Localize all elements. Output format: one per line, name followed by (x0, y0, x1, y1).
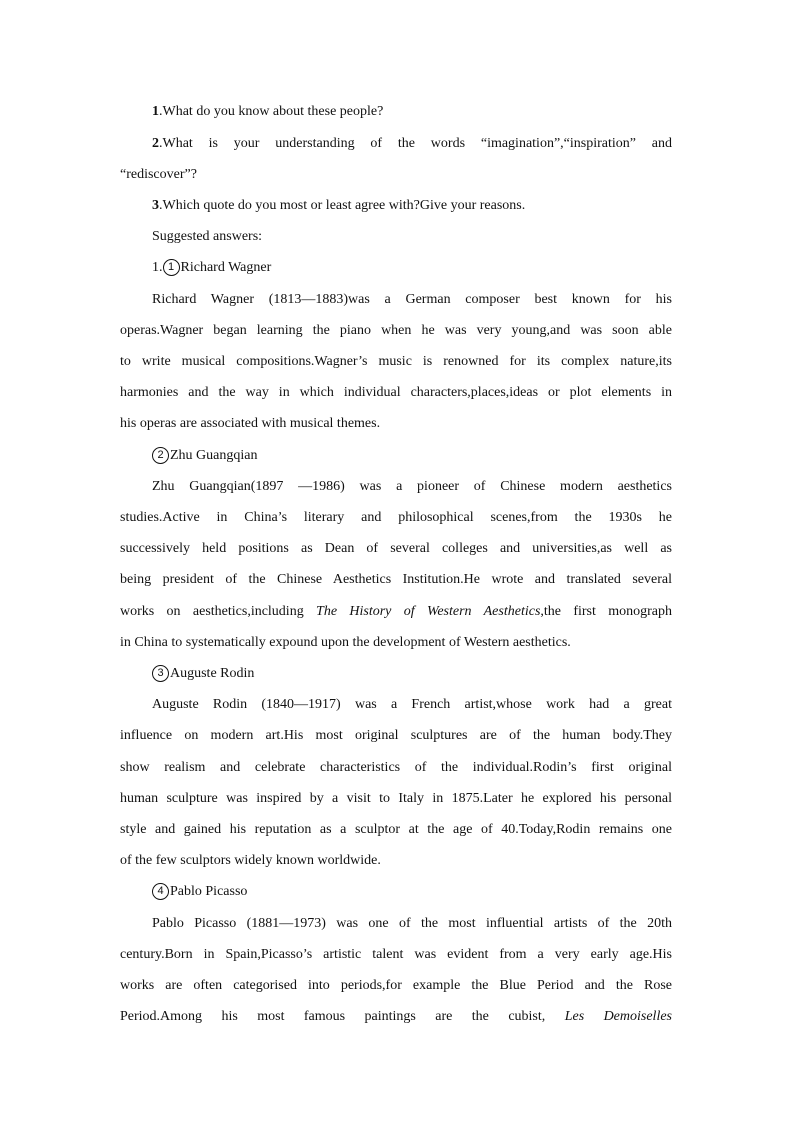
question-1 (152, 102, 672, 122)
paragraph-line: harmonies and the way in which individual characters,places,ideas or plot elements in (120, 385, 672, 400)
question-text: .What do you know about these people? (159, 104, 384, 119)
person-heading-zhu (152, 446, 672, 466)
question-text: .Which quote do you most or least agree with?Give your reasons. (159, 198, 526, 213)
paragraph-line: Period.Among his most famous paintings are the cubist, Les Demoiselles (120, 1009, 672, 1024)
paragraph-line: century.Born in Spain,Picasso’s artistic talent was evident from a very early age.His (120, 947, 672, 962)
book-title: The History of Western Aesthetics (316, 604, 541, 619)
paragraph-line: style and gained his reputation as a sculptor at the age of 40.Today,Rodin remains one (120, 822, 672, 837)
person-heading-picasso (152, 882, 672, 902)
paragraph-line: Zhu Guangqian(1897 —1986) was a pioneer of Chinese modern aesthetics (152, 479, 672, 494)
paragraph-line: human sculpture was inspired by a visit to Italy in 1875.Later he explored his personal (120, 791, 672, 806)
paragraph-line: Pablo Picasso (1881—1973) was one of the most influential artists of the 20th (152, 916, 672, 931)
person-name: Richard Wagner (180, 260, 272, 275)
paragraph-line: works on aesthetics,including The History of Western Aesthetics,the first monograph (120, 604, 672, 619)
circled-number-marker: 4 (152, 883, 169, 900)
paragraph-line: successively held positions as Dean of several colleges and universities,as well as (120, 541, 672, 556)
question-number: 2 (152, 136, 159, 151)
paragraph-line: Auguste Rodin (1840—1917) was a French artist,whose work had a great (152, 697, 672, 712)
question-number: 1 (152, 104, 159, 119)
answers-heading: Suggested answers: (152, 229, 263, 244)
circled-number-marker: 1 (163, 259, 180, 276)
circled-number-marker: 3 (152, 665, 169, 682)
paragraph-line: works are often categorised into periods,for example the Blue Period and the Rose (120, 978, 672, 993)
person-heading-wagner: 1. 1 Richard Wagner (152, 260, 272, 275)
paragraph-line: being president of the Chinese Aesthetics Institution.He wrote and translated several (120, 572, 672, 587)
person-name: Zhu Guangqian (170, 448, 258, 463)
painting-title: Les Demoiselles (564, 1009, 672, 1024)
question-number: 3 (152, 198, 159, 213)
person-name: Auguste Rodin (170, 666, 255, 681)
circled-number-marker: 2 (152, 447, 169, 464)
paragraph-line: influence on modern art.His most original sculptures are of the human body.They (120, 728, 672, 743)
person-name: Pablo Picasso (170, 884, 248, 899)
person-heading-rodin (152, 664, 672, 684)
question-text: .What is your understanding of the words “imagination”,“inspiration” and (159, 136, 672, 151)
question-3 (152, 196, 672, 216)
paragraph-line: show realism and celebrate characteristics of the individual.Rodin’s first original (120, 760, 672, 775)
paragraph-line: studies.Active in China’s literary and philosophical scenes,from the 1930s he (120, 510, 672, 525)
question-2-continued: “rediscover”? (120, 167, 197, 182)
paragraph-line: to write musical compositions.Wagner’s music is renowned for its complex nature,its (120, 354, 672, 369)
paragraph-line: of the few sculptors widely known worldwide. (120, 853, 381, 868)
question-2 (152, 134, 672, 154)
paragraph-line: his operas are associated with musical themes. (120, 416, 381, 431)
paragraph-line: in China to systematically expound upon the development of Western aesthetics. (120, 635, 571, 650)
paragraph-line: Richard Wagner (1813—1883)was a German composer best known for his (152, 292, 672, 307)
paragraph-line: operas.Wagner began learning the piano when he was very young,and was soon able (120, 323, 672, 338)
